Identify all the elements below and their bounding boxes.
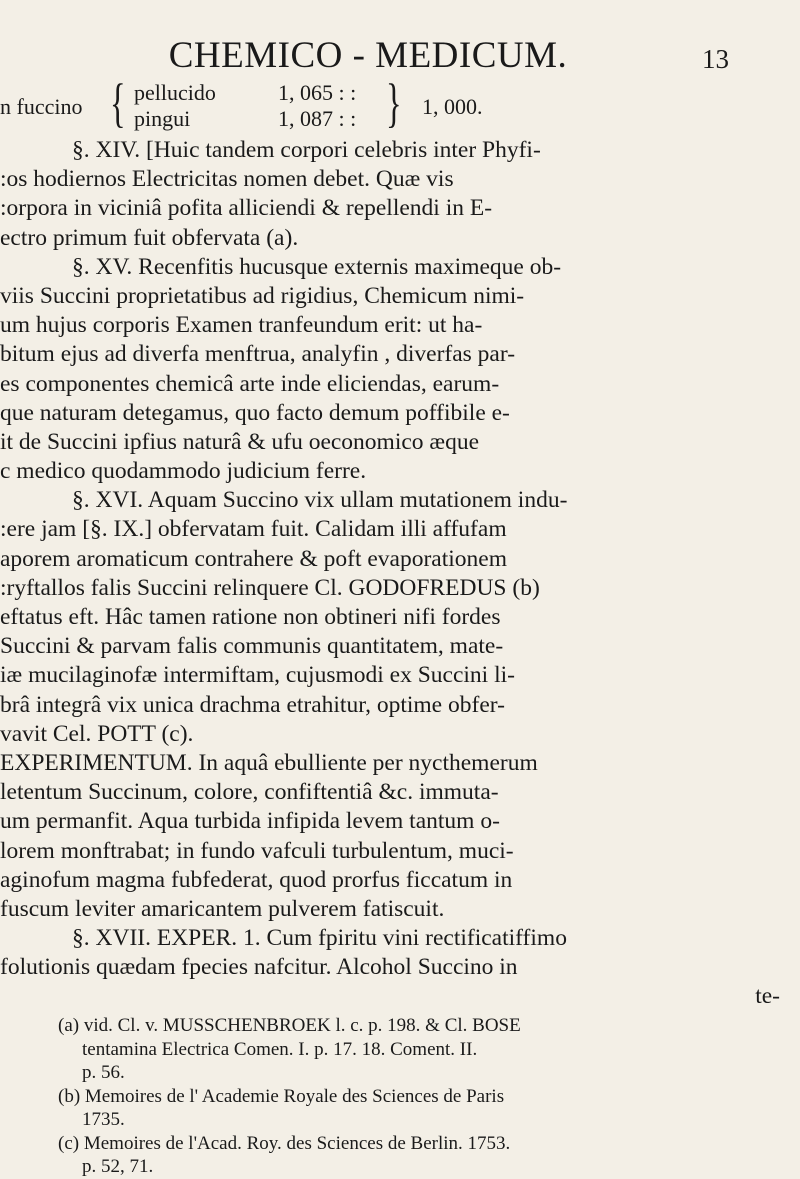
text-line: c medico quodammodo judicium ferre. — [0, 458, 367, 485]
text-line: :ere jam [§. IX.] obfervatam fuit. Calidam illi affufam — [0, 516, 507, 543]
text-line: um hujus corporis Examen tranfeundum erit: ut ha- — [0, 312, 483, 339]
text-line: aginofum magma fubfederat, quod prorfus ficcatum in — [0, 866, 513, 893]
text-line: §. XVII. EXPER. 1. Cum fpiritu vini rectificatiffimo — [72, 925, 567, 952]
footnote-line: (c) Memoires de l'Acad. Roy. des Sciences de Berlin. 1753. — [58, 1132, 511, 1154]
text-line: brâ integrâ vix unica drachma etrahitur, optime obfer- — [0, 691, 505, 718]
footnotes — [58, 1014, 758, 1179]
footnote-line: p. 52, 71. — [82, 1156, 154, 1177]
text-line: ectro primum fuit obfervata (a). — [0, 224, 299, 251]
text-line: :ryftallos falis Succini relinquere Cl. GODOFREDUS (b) — [0, 574, 540, 601]
text-line: que naturam detegamus, quo facto demum poffibile e- — [0, 399, 510, 426]
text-line: :os hodiernos Electricitas nomen debet. Quæ vis — [0, 166, 454, 193]
text-line: Succini & parvam falis communis quantitatem, mate- — [0, 633, 504, 660]
text-line: letentum Succinum, colore, confiftentiâ &c. immuta- — [0, 779, 499, 806]
table-item-name: pingui — [134, 106, 191, 131]
text-line: bitum ejus ad diverfa menftrua, analyfin , diverfas par- — [0, 341, 516, 368]
text-line: §. XV. Recenfitis hucusque externis maximeque ob- — [72, 253, 562, 280]
table-item-name: pellucido — [134, 80, 216, 105]
left-brace: { — [110, 73, 126, 133]
table-item-value: 1, 065 : : — [278, 80, 357, 105]
text-line: lorem monftrabat; in fundo vafculi turbulentum, muci- — [0, 837, 514, 864]
table-label: n fuccino — [0, 94, 83, 119]
text-line: fuscum leviter amaricantem pulverem fatiscuit. — [0, 895, 445, 922]
text-line: :orpora in viciniâ pofita alliciendi & repellendi in E- — [0, 195, 493, 222]
footnote-line: 1735. — [82, 1109, 125, 1130]
table-item-value: 1, 087 : : — [278, 106, 357, 131]
right-brace: } — [386, 73, 402, 133]
text-line: §. XVI. Aquam Succino vix ullam mutationem indu- — [72, 487, 568, 514]
text-line: aporem aromaticum contrahere & poft evaporationem — [0, 545, 507, 572]
footnote-line: p. 56. — [82, 1062, 125, 1083]
text-line: iæ mucilaginofæ intermiftam, cujusmodi ex Succini li- — [0, 662, 515, 689]
text-line: §. XIV. [Huic tandem corpori celebris inter Phyfi- — [72, 137, 541, 163]
footnote-line: (a) vid. Cl. v. MUSSCHENBROEK l. c. p. 198. & Cl. BOSE — [58, 1015, 521, 1036]
text-line: folutionis quædam fpecies nafcitur. Alcohol Succino in — [0, 954, 518, 981]
body-text — [0, 136, 780, 1012]
text-line: es componentes chemicâ arte inde eliciendas, earum- — [0, 370, 500, 397]
text-line: vavit Cel. POTT (c). — [0, 720, 194, 747]
text-line: um permanfit. Aqua turbida infipida levem tantum o- — [0, 808, 500, 835]
text-line: eftatus eft. Hâc tamen ratione non obtineri nifi fordes — [0, 604, 501, 630]
text-line: viis Succini proprietatibus ad rigidius, Chemicum nimi- — [0, 282, 525, 309]
page-number: 13 — [702, 44, 729, 74]
page-header — [0, 34, 800, 74]
running-title: CHEMICO - MEDICUM. — [168, 35, 568, 76]
table-result: 1, 000. — [422, 94, 483, 119]
footnote-line: tentamina Electrica Comen. I. p. 17. 18. Coment. II. — [82, 1038, 478, 1060]
text-line: it de Succini ipfius naturâ & ufu oeconomico æque — [0, 428, 480, 455]
text-line: EXPERIMENTUM. In aquâ ebulliente per nycthemerum — [0, 749, 538, 776]
footnote-line: (b) Memoires de l' Academie Royale des Sciences de Paris — [58, 1085, 505, 1107]
text-line: te- — [755, 983, 780, 1010]
specific-gravity-table — [0, 73, 800, 136]
